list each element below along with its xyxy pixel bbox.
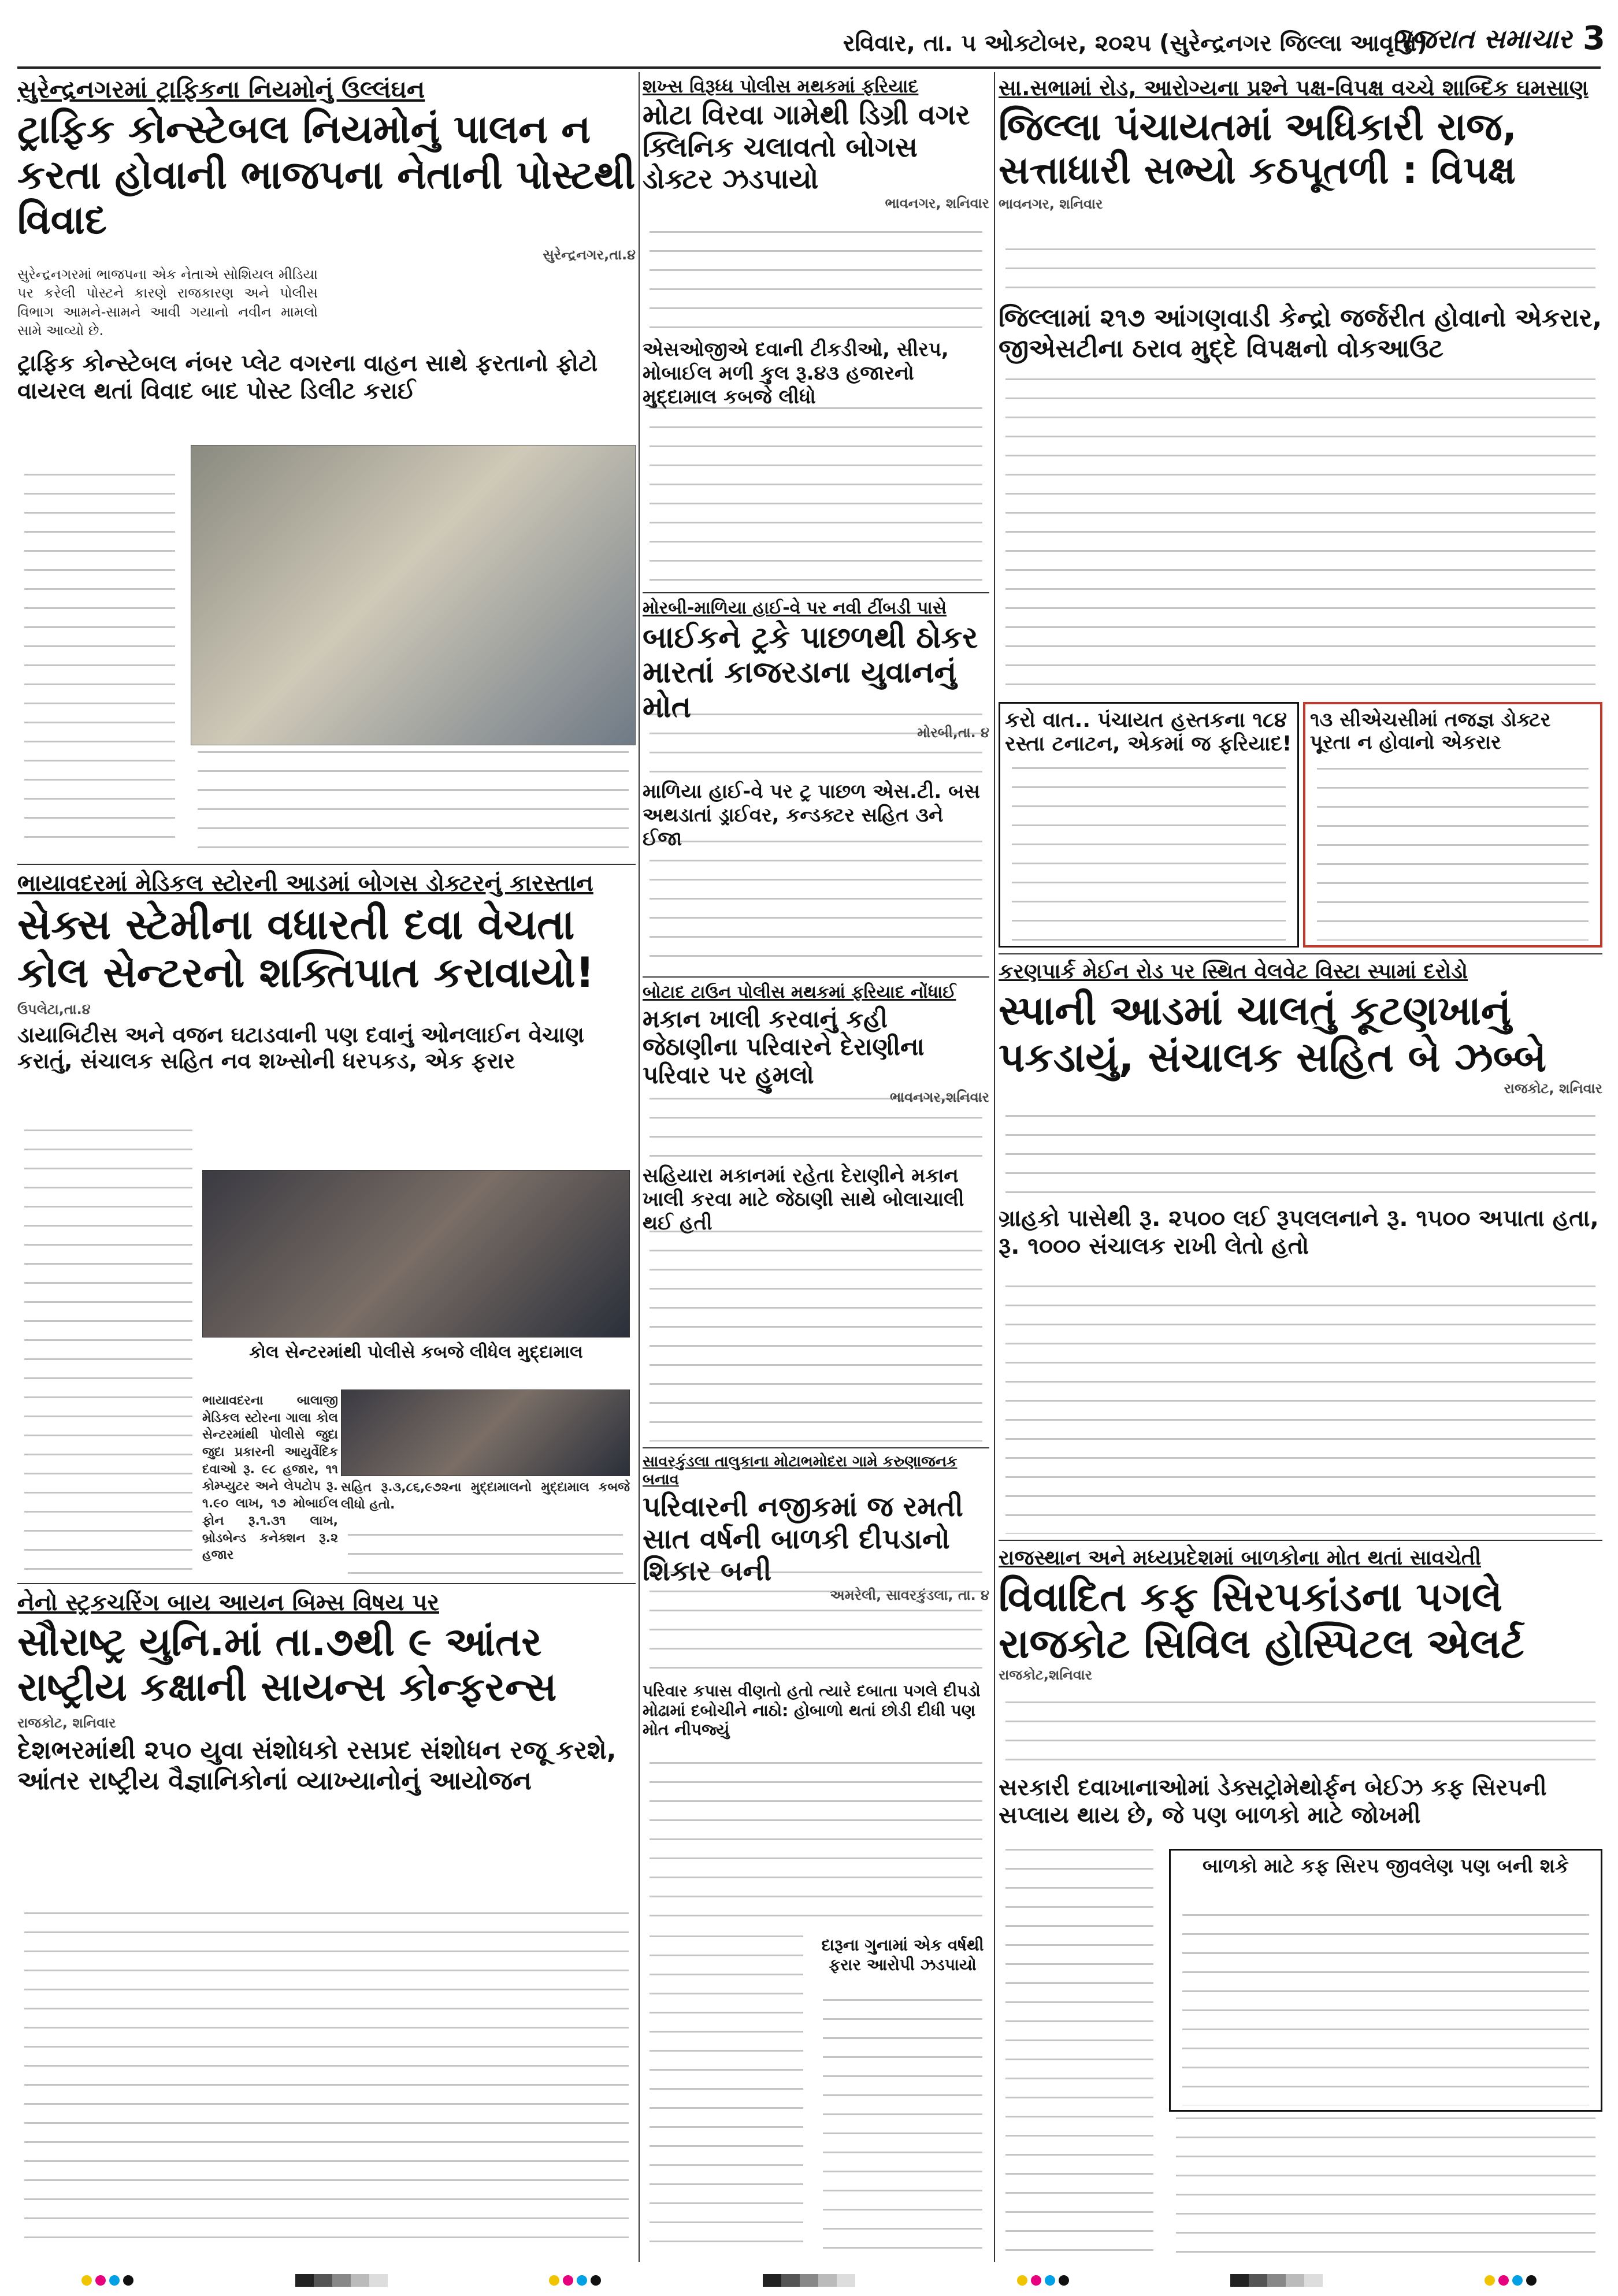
story-bike-accident <box>643 598 989 974</box>
story-body-text <box>999 1286 1602 1534</box>
story-subhead: જિલ્લામાં ૨૧૭ આંગણવાડી કેન્દ્રો જર્જરીત હોવાનો એકરાર, જીએસટીના ઠરાવ મુદ્દે વિપક્ષનો વોકઆઉટ <box>999 303 1602 363</box>
story-headline: વિવાદિત કફ સિરપકાંડના પગલે રાજકોટ સિવિલ હોસ્પિટલ એલર્ટ <box>999 1573 1524 1667</box>
section-rule <box>999 953 1602 954</box>
story-subhead: એસઓજીએ દવાની ટીકડીઓ, સીરપ, મોબાઈલ મળી કુલ રૂ.૪૩ હજારનો મુદ્દામાલ કબજે લીધો <box>643 338 949 408</box>
story-headline: બાઈકને ટ્રકે પાછળથી ઠોકર મારતાં કાજરડાના યુવાનનું મોત <box>643 621 978 725</box>
section-rule <box>17 1583 636 1584</box>
story-byline: અમરેલી, સાવરકુંડલા, તા. ૪ <box>830 1587 989 1603</box>
section-rule <box>643 976 989 978</box>
gray-scale-bar <box>295 2274 388 2287</box>
box-body-text <box>1005 767 1293 941</box>
seized-goods-total: સહિત રૂ.૩,૮૬,૯૭૨ના મુદ્દામાલનો મુદ્દામાલ કબજે લીધો હતો. <box>341 1480 630 1512</box>
story-subhead: પરિવાર કપાસ વીણતો હતો ત્યારે દબાતા પગલે દીપડો મોઢામાં દબોચીને નાઠો: હોબાળો થતાં છોડી દીધી પણ મોત નીપજ્યું <box>643 1681 981 1740</box>
masthead: ગુજરાત સમાચાર <box>1391 23 1572 54</box>
color-dots <box>1015 2275 1071 2286</box>
story-headline: સેક્સ સ્ટેમીના વધારતી દવા વેચતા કોલ સેન્ટરનો શક્તિપાત કરાવાયો! <box>17 900 595 997</box>
story-panchayat-meeting <box>999 75 1602 699</box>
story-body-text <box>643 1762 989 1930</box>
story-subhead: દેશભરમાંથી ૨૫૦ યુવા સંશોધકો રસપ્રદ સંશોધન રજૂ કરશે, આંતર રાષ્ટ્રીય વૈજ્ઞાનિકોનાં વ્યાખ્યાનોનું આયોજન <box>17 1736 617 1796</box>
story-body-text <box>643 1098 989 1161</box>
story-subhead: સહિયારા મકાનમાં રહેતા દેરાણીને મકાન ખાલી કરવા માટે જેઠાણી સાથે બોલાચાલી થઈ હતી <box>643 1164 964 1235</box>
box-body-text <box>1310 768 1595 941</box>
box-headline: કરો વાત.. પંચાયત હસ્તકના ૧૮૪ રસ્તા ટનાટન, એકમાં જ ફરિયાદ! <box>1005 708 1292 756</box>
inset-title: બાળકો માટે કફ સિરપ જીવલેણ પણ બની શકે <box>1203 1855 1569 1878</box>
story-headline: મકાન ખાલી કરવાનું કહી જેઠાણીના પરિવારને દેરાણીના પરિવાર પર હુમલો <box>643 1005 925 1089</box>
story-science-conference <box>17 1589 636 2259</box>
story-kicker: ભાયાવદરમાં મેડિકલ સ્ટોરની આડમાં બોગસ ડોક્ટરનું કારસ્તાન <box>17 870 593 897</box>
column-divider <box>639 72 640 2262</box>
section-rule <box>999 1540 1602 1541</box>
story-leopard-attack <box>643 1453 989 2259</box>
box-chc-doctors <box>1303 702 1602 948</box>
story-headline: ટ્રાફિક કોન્સ્ટેબલ નિયમોનું પાલન ન કરતા હોવાની ભાજપના નેતાની પોસ્ટથી વિવાદ <box>17 107 636 243</box>
story-subhead: માળિયા હાઈ-વે પર ટ્ર પાછળ એસ.ટી. બસ અથડાતાં ડ્રાઈવર, કન્ડક્ટર સહિત ૩ને ઈજા <box>643 780 981 850</box>
story-body-text <box>999 1849 1160 2256</box>
story-body-text <box>643 714 989 777</box>
gray-scale-bar <box>1230 2274 1323 2287</box>
story-kicker: મોરબી-માળિયા હાઈ-વે પર નવી ટીંબડી પાસે <box>643 598 947 618</box>
gray-scale-bar <box>763 2274 855 2287</box>
box-headline: ૧૩ સીએચસીમાં તજજ્ઞ ડોક્ટર પૂરતા ન હોવાનો એકરાર <box>1310 708 1551 755</box>
story-byline: ભાવનગર, શનિવાર <box>999 196 1103 213</box>
section-rule <box>643 1447 989 1448</box>
story-kicker: સાવરકુંડલા તાલુકાના મોટાભમોદરા ગામે કરુણાજનક બનાવ <box>643 1453 958 1489</box>
story-body-text <box>341 1534 630 1577</box>
arrested-accused-photo <box>202 1170 630 1338</box>
story-subhead: સરકારી દવાખાનાઓમાં ડેક્સટ્રોમેથોર્ફન બેઈઝ કફ સિરપની સપ્લાય થાય છે, જે પણ બાળકો માટે જોખમી <box>999 1774 1547 1829</box>
story-call-center-raid <box>17 870 636 1580</box>
story-byline: રાજકોટ,શનિવાર <box>999 1667 1093 1684</box>
story-headline: પરિવારની નજીકમાં જ રમતી સાત વર્ષની બાળકી દીપડાનો શિકાર બની <box>643 1491 963 1587</box>
story-byline: ભાવનગર,શનિવાર <box>889 1088 989 1105</box>
story-headline: સૌરાષ્ટ્ર યુનિ.માં તા.૭થી ૯ આંતર રાષ્ટ્રીય કક્ષાની સાયન્સ કોન્ફરન્સ <box>17 1619 557 1711</box>
story-body-text <box>17 474 182 855</box>
page-header <box>0 0 1618 69</box>
inset-box-cough-syrup <box>1169 1849 1602 2112</box>
traffic-constable-photo <box>191 445 636 745</box>
story-body-text <box>643 1231 989 1441</box>
story-body-text <box>191 751 636 855</box>
box-roads-complaint <box>999 702 1299 948</box>
story-subhead: ગ્રાહકો પાસેથી રૂ. ૨૫૦૦ લઈ રૂપલલનાને રૂ. ૧૫૦૦ અપાતા હતા, રૂ. ૧૦૦૦ સંચાલક રાખી લેતો હતો <box>999 1205 1599 1260</box>
story-body-text <box>999 248 1602 300</box>
story-kicker: સા.સભામાં રોડ, આરોગ્યના પ્રશ્ને પક્ષ-વિપક્ષ વચ્ચે શાબ્દિક ઘમસાણ <box>999 75 1589 101</box>
story-body-text <box>999 1701 1602 1771</box>
story-subhead-2: દારૂના ગુનામાં એક વર્ષથી ફરાર આરોપી ઝડપાયો <box>821 1935 984 1974</box>
story-byline: રાજકોટ, શનિવાર <box>17 1715 116 1732</box>
story-lead: સુરેન્દ્રનગરમાં ભાજપના એક નેતાએ સોશિયલ મીડિયા પર કરેલી પોસ્ટને કારણે રાજકારણ અને પોલીસ વિભાગ આમને-સામને આવી ગયાનો નવીન મામલો સામે આવ્યો છે. <box>17 266 318 339</box>
story-kicker: રાજસ્થાન અને મધ્યપ્રદેશમાં બાળકોના મોત થતાં સાવચેતી <box>999 1546 1482 1570</box>
story-headline: સ્પાની આડમાં ચાલતું કૂટણખાનું પકડાયું, સંચાલક સહિત બે ઝબ્બે <box>999 987 1547 1081</box>
story-body-text <box>643 407 989 584</box>
header-rule <box>17 66 1601 69</box>
story-body-text <box>816 1999 989 2256</box>
story-body-text <box>17 1912 636 2253</box>
story-house-dispute <box>643 982 989 1444</box>
section-rule <box>17 864 636 865</box>
seized-goods-photo <box>341 1390 630 1476</box>
story-kicker: નેનો સ્ટ્રકચરિંગ બાય આયન બિમ્સ વિષય પર <box>17 1589 439 1616</box>
story-subhead: ડાયાબિટીસ અને વજન ઘટાડવાની પણ દવાનું ઓનલાઈન વેચાણ કરાતું, સંચાલક સહિત નવ શખ્સોની ધરપકડ, એક ફરાર <box>17 1021 584 1074</box>
story-byline: મોરબી,તા. ૪ <box>917 725 989 741</box>
page-number: 3 <box>1583 20 1605 57</box>
story-body-text <box>999 378 1602 696</box>
story-cough-syrup <box>999 1545 1602 2259</box>
color-dots <box>1483 2275 1538 2286</box>
column-divider <box>994 72 995 2262</box>
story-kicker: બોટાદ ટાઉન પોલીસ મથકમાં ફરિયાદ નોંધાઈ <box>643 982 956 1002</box>
dateline: રવિવાર, તા. ૫ ઓક્ટોબર, ૨૦૨૫ (સુરેન્દ્રનગર જિલ્લા આવૃત્તિ) <box>843 30 1427 57</box>
story-bogus-doctor <box>643 75 989 589</box>
inset-body-text <box>1175 1914 1596 2105</box>
story-body-text <box>999 1115 1602 1202</box>
story-kicker: સુરેન્દ્રનગરમાં ટ્રાફિકના નિયમોનું ઉલ્લંઘન <box>17 75 425 103</box>
seized-goods-details: ભાયાવદરના બાલાજી મેડિકલ સ્ટોરના ગાલા કોલ સેન્ટરમાંથી પોલીસે જુદા જુદા પ્રકારની આયુર્વેદિક દવાઓ રૂ. ૯૮ હજાર, ૧૧ કોમ્પ્યુટર અને લેપટોપ રૂ. ૧.૯૦ લાખ, ૧૭ મોબાઈલ ફોન રૂ.૧.૩૧ લાખ, બ્રોડબેન્ડ કનેક્શન રૂ.૨ હજાર <box>202 1394 338 1563</box>
story-headline: જિલ્લા પંચાયતમાં અધિકારી રાજ, સત્તાધારી સભ્યો કઠપૂતળી : વિપક્ષ <box>999 104 1517 193</box>
story-body-text <box>643 1935 810 2256</box>
story-body-text <box>643 841 989 971</box>
section-rule <box>643 592 989 593</box>
story-body-text <box>17 1130 199 1574</box>
photo-caption: કોલ સેન્ટરમાંથી પોલીસે કબજે લીધેલ મુદ્દામાલ <box>202 1338 630 1390</box>
story-byline: સુરેન્દ્રનગર,તા.૪ <box>543 246 636 263</box>
color-dots <box>547 2275 603 2286</box>
story-subhead: ટ્રાફિક કોન્સ્ટેબલ નંબર પ્લેટ વગરના વાહન સાથે ફરતાનો ફોટો વાયરલ થતાં વિવાદ બાદ પોસ્ટ ડિલીટ કરાઈ <box>17 350 598 404</box>
color-dots <box>80 2275 135 2286</box>
story-body-text <box>1169 2117 1602 2256</box>
story-traffic-constable <box>17 75 636 861</box>
story-kicker: શખ્સ વિરૂધ્ધ પોલીસ મથકમાં ફરિયાદ <box>643 75 919 97</box>
story-byline: ભાવનગર, શનિવાર <box>885 195 989 211</box>
print-registration-marks <box>0 2265 1618 2296</box>
story-body-text <box>643 231 989 335</box>
story-kicker: કરણપાર્ક મેઈન રોડ પર સ્થિત વેલવેટ વિસ્ટા સ્પામાં દરોડો <box>999 960 1468 983</box>
story-spa-raid <box>999 959 1602 1537</box>
story-headline: મોટા વિરવા ગામેથી ડિગ્રી વગર ક્લિનિક ચલાવતો બોગસ ડોક્ટર ઝડપાયો <box>643 99 970 195</box>
story-body-text <box>643 1571 989 1675</box>
story-byline: રાજકોટ, શનિવાર <box>1504 1080 1602 1097</box>
story-byline: ઉપલેટા,તા.૪ <box>17 1001 91 1017</box>
